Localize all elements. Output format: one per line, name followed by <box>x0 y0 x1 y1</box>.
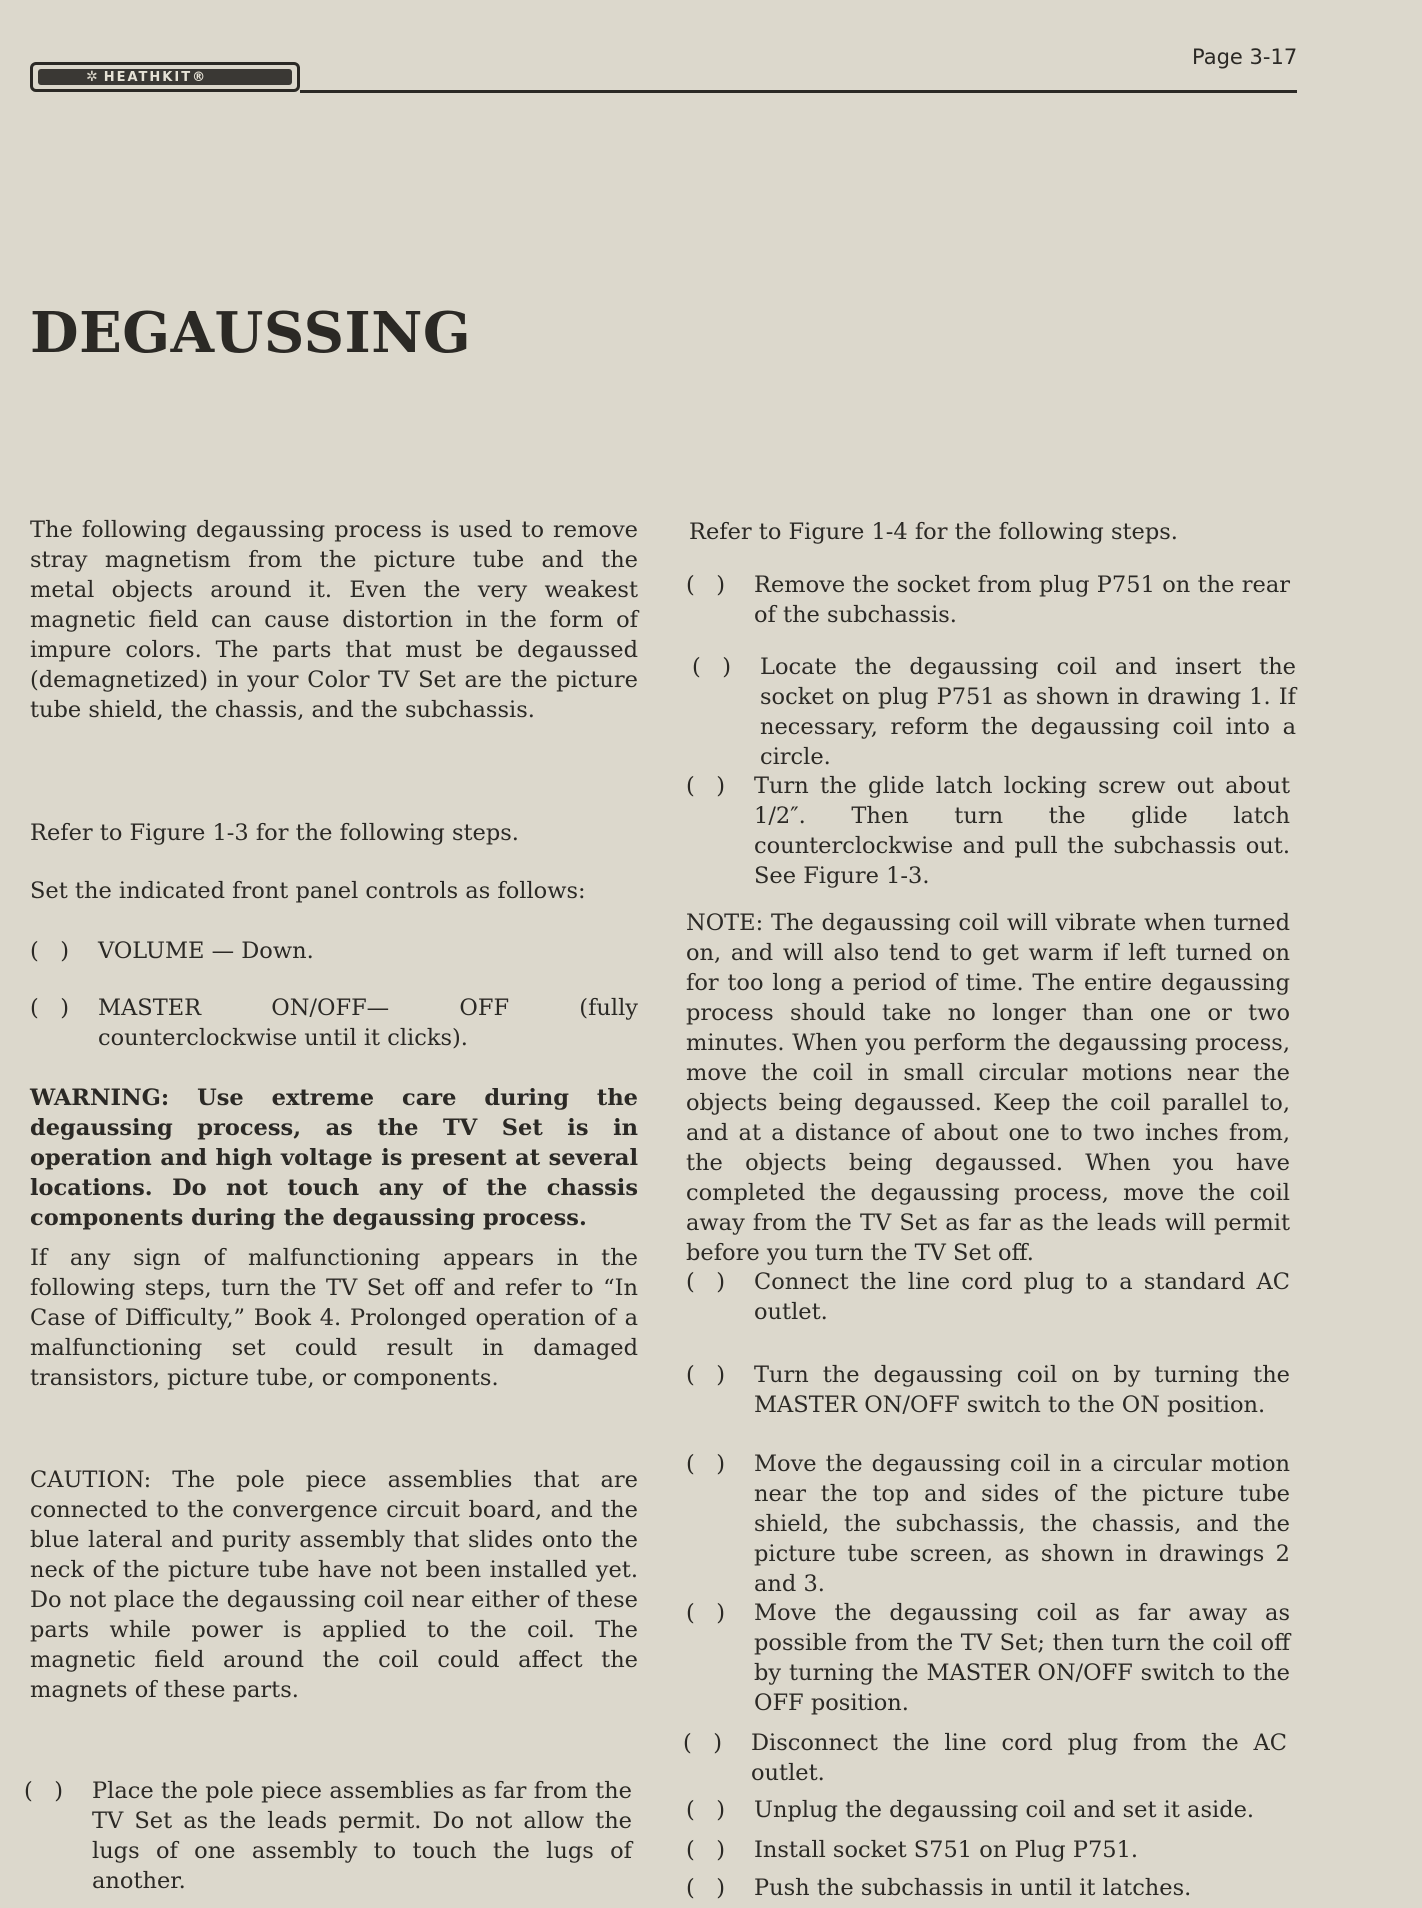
refer-figure-1-4: Refer to Figure 1-4 for the following steps. <box>689 519 1178 545</box>
step-push-subchassis <box>686 1873 1290 1903</box>
checkbox[interactable]: ( ) <box>686 1875 726 1901</box>
step-text: Turn the degaussing coil on by turning the MASTER ON/OFF switch to the ON position. <box>754 1362 1290 1418</box>
warning-paragraph: WARNING: Use extreme care during the degaussing process, as the TV Set is in operation and high voltage is present at several locations. Do not touch any of the chassis components during the degaussing process. <box>30 1085 638 1231</box>
step-connect-cord <box>686 1267 1290 1327</box>
checkbox[interactable]: ( ) <box>686 1600 726 1626</box>
caution-paragraph: CAUTION: The pole piece assemblies that are connected to the convergence circuit board, and the blue lateral and purity assembly that slides onto the neck of the picture tube have not been installed yet. Do not place the degaussing coil near either of these parts while power is applied to the coil. The magnetic field around the coil could affect the magnets of these parts. <box>30 1467 638 1703</box>
page-number: Page 3-17 <box>1192 45 1298 69</box>
step-insert-coil <box>692 652 1296 772</box>
step-unplug-coil <box>686 1795 1290 1825</box>
step-text: Place the pole piece assemblies as far from the TV Set as the leads permit. Do not allow the lugs of one assembly to touch the lugs of another. <box>92 1778 632 1894</box>
step-text: Push the subchassis in until it latches. <box>754 1875 1192 1901</box>
step-text: Unplug the degaussing coil and set it aside. <box>754 1797 1255 1823</box>
checkbox[interactable]: ( ) <box>686 572 726 598</box>
header-rule <box>300 90 1297 93</box>
heathkit-logo <box>30 62 300 92</box>
step-text: Turn the glide latch locking screw out about 1/2″. Then turn the glide latch counterclockwise and pull the subchassis out. See Figure 1-3. <box>754 773 1290 889</box>
note-paragraph: NOTE: The degaussing coil will vibrate when turned on, and will also tend to get warm if left turned on for too long a period of time. The entire degaussing process should take no longer than one or two minutes. When you perform the degaussing process, move the coil in small circular motions near the objects being degaussed. Keep the coil parallel to, and at a distance of about one to two inches from, the objects being degaussed. When you have completed the degaussing process, move the coil away from the TV Set as far as the leads will permit before you turn the TV Set off. <box>686 910 1290 1266</box>
step-text: MASTER ON/OFF— OFF (fully counterclockwise until it clicks). <box>98 995 638 1051</box>
step-text: Remove the socket from plug P751 on the rear of the subchassis. <box>754 572 1290 628</box>
step-coil-on <box>686 1360 1290 1420</box>
step-text: VOLUME — Down. <box>98 938 314 964</box>
step-text: Move the degaussing coil in a circular motion near the top and sides of the picture tube shield, the subchassis, the chassis, and the picture tube screen, as shown in drawings 2 and 3. <box>754 1451 1290 1597</box>
step-text: Connect the line cord plug to a standard AC outlet. <box>754 1269 1290 1325</box>
brand-label: HEATHKIT® <box>103 69 208 85</box>
checkbox[interactable]: ( ) <box>30 995 70 1021</box>
intro-paragraph: The following degaussing process is used to remove stray magnetism from the picture tube and the metal objects around it. Even the very weakest magnetic field can cause distortion in the form of impure colors. The parts that must be degaussed (demagnetized) in your Color TV Set are the picture tube shield, the chassis, and the subchassis. <box>30 517 638 723</box>
step-install-socket <box>686 1835 1290 1865</box>
step-text: Install socket S751 on Plug P751. <box>754 1837 1139 1863</box>
step-coil-away <box>686 1598 1290 1718</box>
checkbox[interactable]: ( ) <box>686 1797 726 1823</box>
step-disconnect-cord <box>683 1728 1287 1788</box>
checkbox[interactable]: ( ) <box>686 1837 726 1863</box>
step-remove-socket <box>686 570 1290 630</box>
malfunction-paragraph: If any sign of malfunctioning appears in the following steps, turn the TV Set off and refer to “In Case of Difficulty,” Book 4. Prolonged operation of a malfunctioning set could result in damaged transistors, picture tube, or components. <box>30 1245 638 1391</box>
refer-figure-1-3: Refer to Figure 1-3 for the following steps. <box>30 820 519 846</box>
section-title: DEGAUSSING <box>30 300 472 366</box>
step-text: Locate the degaussing coil and insert the socket on plug P751 as shown in drawing 1. If necessary, reform the degaussing coil into a circle. <box>760 654 1296 770</box>
checkbox[interactable]: ( ) <box>692 654 732 680</box>
checkbox[interactable]: ( ) <box>686 773 726 799</box>
checkbox[interactable]: ( ) <box>24 1778 64 1804</box>
checkbox[interactable]: ( ) <box>686 1362 726 1388</box>
set-controls-text: Set the indicated front panel controls as follows: <box>30 878 586 904</box>
step-glide-latch <box>686 771 1290 891</box>
step-move-coil <box>686 1449 1290 1599</box>
step-text: Disconnect the line cord plug from the AC outlet. <box>751 1730 1287 1786</box>
checkbox[interactable]: ( ) <box>686 1269 726 1295</box>
checkbox[interactable]: ( ) <box>30 938 70 964</box>
atom-icon: ✲ <box>86 69 98 85</box>
checkbox[interactable]: ( ) <box>683 1730 723 1756</box>
step-master-off <box>30 993 638 1053</box>
checkbox[interactable]: ( ) <box>686 1451 726 1477</box>
step-pole-pieces <box>24 1776 632 1896</box>
step-text: Move the degaussing coil as far away as possible from the TV Set; then turn the coil off by turning the MASTER ON/OFF switch to the OFF position. <box>754 1600 1290 1716</box>
step-volume <box>30 936 638 966</box>
